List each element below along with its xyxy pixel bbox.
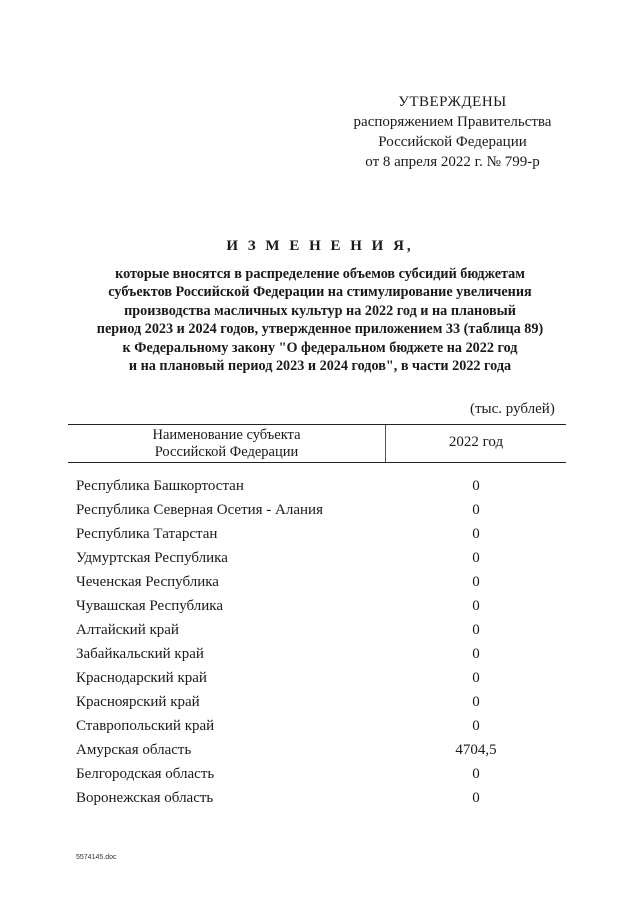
region-name: Краснодарский край	[76, 670, 207, 686]
header-region-line-1: Наименование субъекта	[152, 427, 301, 443]
region-value: 0	[472, 766, 480, 782]
region-name: Амурская область	[76, 742, 192, 758]
region-value: 0	[472, 718, 480, 734]
region-value: 0	[472, 694, 480, 710]
table-row	[0, 766, 640, 790]
region-value: 0	[472, 502, 480, 518]
region-name: Алтайский край	[76, 622, 179, 638]
region-name: Чувашская Республика	[76, 598, 224, 614]
region-value: 0	[472, 526, 480, 542]
subtitle-line: к Федеральному закону "О федеральном бюджете на 2022 год	[122, 339, 518, 356]
table-row	[0, 646, 640, 670]
table-row	[0, 694, 640, 718]
table-row	[0, 622, 640, 646]
units-label: (тыс. рублей)	[470, 401, 555, 417]
region-name: Республика Татарстан	[76, 526, 218, 542]
table-row	[0, 670, 640, 694]
table-row	[0, 526, 640, 550]
header-region-line-2: Российской Федерации	[154, 444, 299, 460]
table-row	[0, 718, 640, 742]
table-row	[0, 742, 640, 766]
table-row	[0, 574, 640, 598]
region-value: 0	[472, 550, 480, 566]
approval-block	[330, 92, 575, 172]
region-name: Забайкальский край	[76, 646, 204, 662]
approval-line-2: Российской Федерации	[378, 134, 527, 150]
region-name: Белгородская область	[76, 766, 215, 782]
region-name: Чеченская Республика	[76, 574, 219, 590]
document-subtitle	[60, 265, 580, 375]
region-value: 0	[472, 478, 480, 494]
subtitle-line: период 2023 и 2024 годов, утвержденное приложением 33 (таблица 89)	[96, 321, 544, 338]
subtitle-line: и на плановый период 2023 и 2024 годов", в части 2022 года	[128, 358, 512, 375]
region-name: Красноярский край	[76, 694, 200, 710]
region-name: Республика Башкортостан	[76, 478, 244, 494]
header-year: 2022 год	[448, 434, 504, 450]
header-region-name	[68, 427, 385, 461]
region-value: 4704,5	[455, 742, 497, 758]
region-name: Ставропольский край	[76, 718, 215, 734]
subtitle-line: производства масличных культур на 2022 год и на плановый	[124, 302, 516, 319]
table-row	[0, 598, 640, 622]
table-row	[0, 550, 640, 574]
approval-heading: УТВЕРЖДЕНЫ	[398, 94, 507, 110]
table-row	[0, 790, 640, 814]
region-name: Республика Северная Осетия - Алания	[76, 502, 323, 518]
region-name: Воронежская область	[76, 790, 214, 806]
document-title: И З М Е Н Е Н И Я,	[226, 238, 414, 254]
table-header	[68, 424, 566, 463]
region-value: 0	[472, 574, 480, 590]
subtitle-line: субъектов Российской Федерации на стимулирование увеличения	[108, 284, 532, 301]
region-value: 0	[472, 790, 480, 806]
table-row	[0, 478, 640, 502]
file-reference: 5574145.doc	[76, 854, 117, 861]
table-body	[0, 478, 640, 814]
region-value: 0	[472, 598, 480, 614]
table-row	[0, 502, 640, 526]
region-value: 0	[472, 622, 480, 638]
approval-line-1: распоряжением Правительства	[353, 114, 552, 130]
region-name: Удмуртская Республика	[76, 550, 228, 566]
subtitle-line: которые вносятся в распределение объемов субсидий бюджетам	[115, 266, 525, 282]
region-value: 0	[472, 646, 480, 662]
region-value: 0	[472, 670, 480, 686]
approval-line-3: от 8 апреля 2022 г. № 799-р	[365, 154, 540, 170]
